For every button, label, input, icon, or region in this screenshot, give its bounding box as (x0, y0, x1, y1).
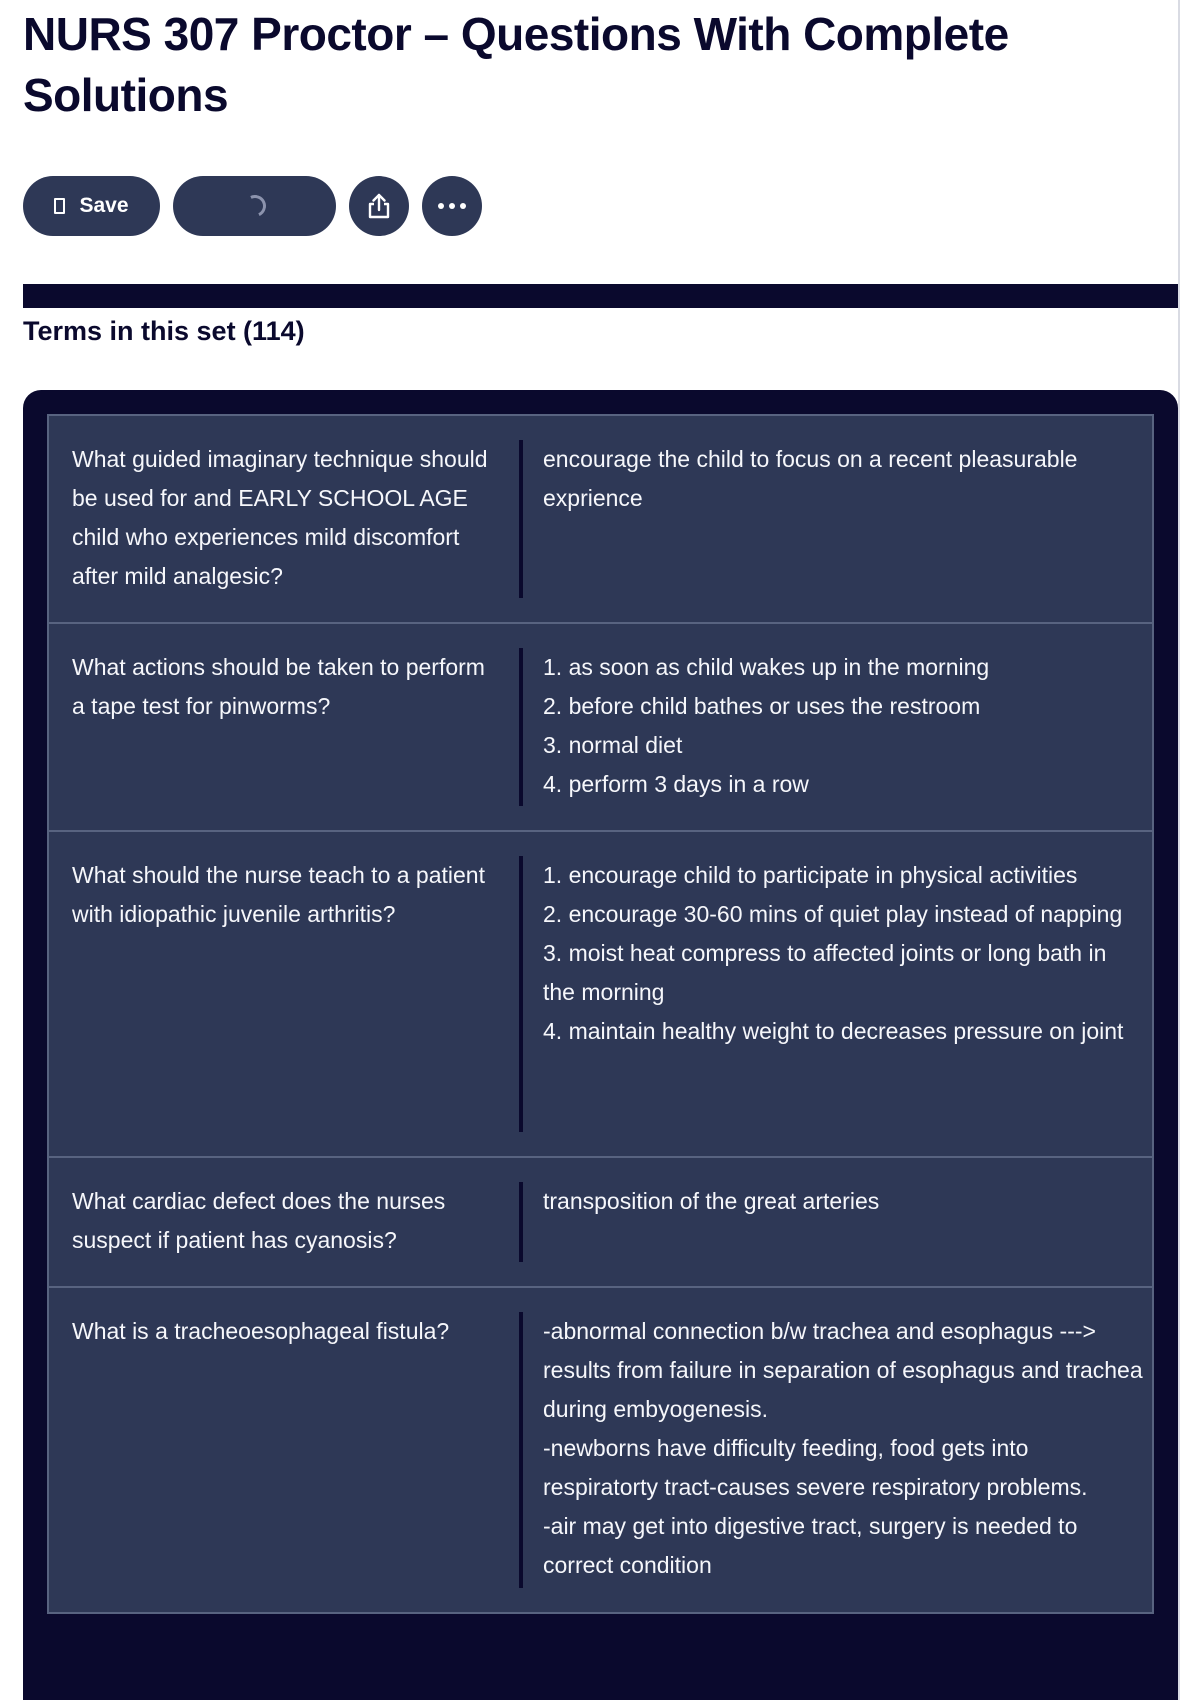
column-divider (519, 1312, 523, 1588)
column-divider (519, 856, 523, 1132)
term-text: What should the nurse teach to a patient with idiopathic juvenile arthritis? (72, 862, 485, 927)
section-divider (23, 284, 1178, 308)
term-card (47, 414, 1154, 624)
term-card (47, 622, 1154, 832)
action-toolbar (23, 176, 482, 236)
definition-text: 1. as soon as child wakes up in the morning 2. before child bathes or uses the restroom 3. normal diet 4. perform 3 days in a row (543, 654, 990, 797)
term-card (47, 830, 1154, 1158)
more-options-button[interactable] (422, 176, 482, 236)
more-icon (437, 202, 467, 210)
definition-text: transposition of the great arteries (543, 1188, 880, 1214)
page-title: NURS 307 Proctor – Questions With Complete Solutions (23, 8, 1009, 121)
term-card (47, 1286, 1154, 1614)
save-button-label: Save (79, 194, 129, 217)
term-text: What cardiac defect does the nurses suspect if patient has cyanosis? (72, 1188, 446, 1253)
column-divider (519, 440, 523, 598)
share-icon (366, 192, 392, 220)
term-text: What guided imaginary technique should be used for and EARLY SCHOOL AGE child who experiences mild discomfort after mild analgesic? (72, 446, 488, 589)
share-button[interactable] (349, 176, 409, 236)
term-card (47, 1156, 1154, 1288)
loading-button[interactable] (173, 176, 336, 236)
definition-text: 1. encourage child to participate in physical activities 2. encourage 30-60 mins of quiet play instead of napping 3. moist heat compress to affected joints or long bath in the morning 4. maintain healthy weight to decreases pressure on joint (543, 862, 1124, 1044)
terms-count-heading: Terms in this set (114) (23, 316, 305, 346)
term-text: What is a tracheoesophageal fistula? (72, 1318, 450, 1344)
definition-text: encourage the child to focus on a recent pleasurable exprience (543, 446, 1078, 511)
column-divider (519, 1182, 523, 1262)
term-text: What actions should be taken to perform a tape test for pinworms? (72, 654, 485, 719)
spinner-icon (240, 192, 268, 220)
bookmark-icon (54, 198, 65, 214)
page-right-edge (1178, 0, 1180, 1700)
column-divider (519, 648, 523, 806)
save-button[interactable] (23, 176, 160, 236)
terms-list (23, 390, 1178, 1700)
definition-text: -abnormal connection b/w trachea and esophagus ---> results from failure in separation of esophagus and trachea during embyogenesis. -newborns have difficulty feeding, food gets into respiratorty tract-causes severe respiratory problems. -air may get into digestive tract, surgery is needed to correct condition (543, 1318, 1143, 1578)
